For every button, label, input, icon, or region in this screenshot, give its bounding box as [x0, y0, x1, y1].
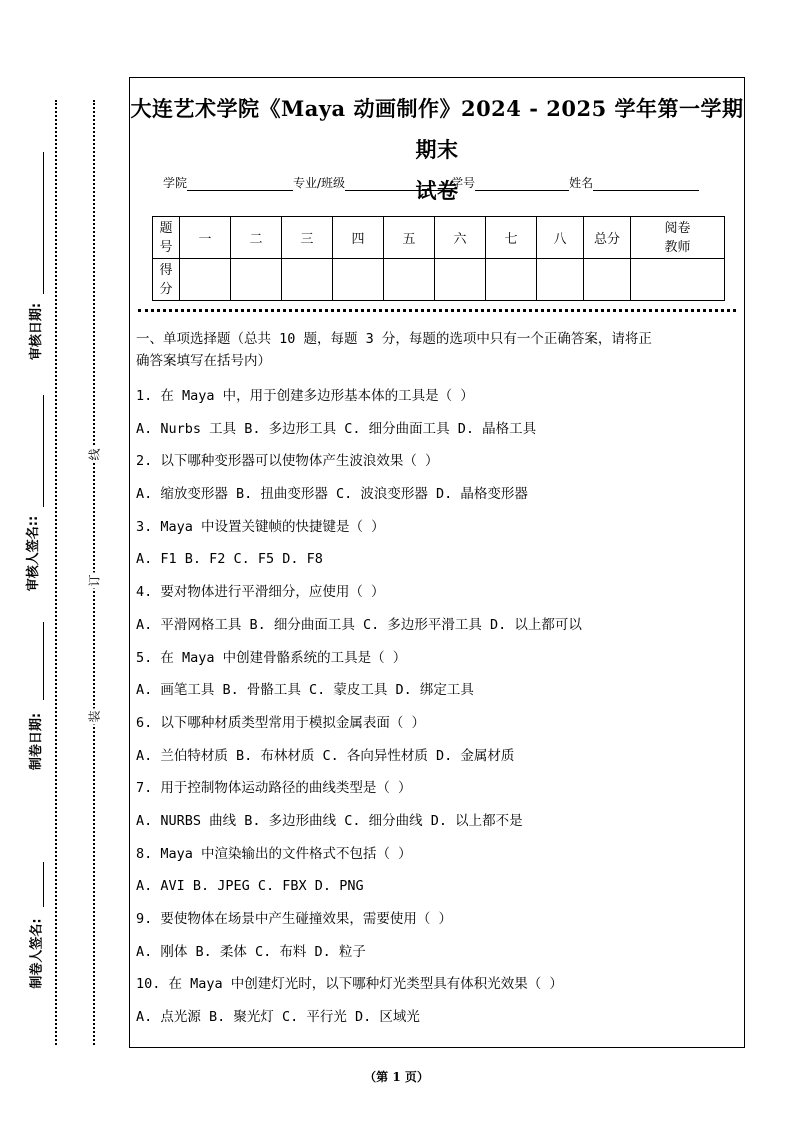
score-table-header-row: [153, 217, 725, 259]
reviewer-teacher-cell[interactable]: [631, 259, 725, 301]
question-options: A. F1 B. F2 C. F5 D. F8: [136, 551, 323, 568]
question-text: 10. 在 Maya 中创建灯光时，以下哪种灯光类型具有体积光效果（ ）: [136, 976, 563, 993]
score-cell[interactable]: [584, 259, 631, 301]
score-cell[interactable]: [537, 259, 584, 301]
exam-title: [130, 88, 744, 211]
question-text: 8. Maya 中渲染输出的文件格式不包括（ ）: [136, 845, 412, 862]
question-options: A. 缩放变形器 B. 扭曲变形器 C. 波浪变形器 D. 晶格变形器: [136, 486, 528, 503]
score-column-header: 总分: [584, 217, 631, 259]
score-cell[interactable]: [435, 259, 486, 301]
question-text: 6. 以下哪种材质类型常用于模拟金属表面（ ）: [136, 714, 426, 731]
question-options: A. Nurbs 工具 B. 多边形工具 C. 细分曲面工具 D. 晶格工具: [136, 420, 537, 437]
score-row-label: 得 分: [153, 259, 180, 301]
major-class-field[interactable]: [345, 176, 451, 191]
major-class-label: 专业/班级: [293, 176, 346, 190]
question-text: 2. 以下哪种变形器可以使物体产生波浪效果（ ）: [136, 453, 439, 470]
score-table: [152, 216, 725, 301]
score-column-header: 一: [180, 217, 231, 259]
question-text: 5. 在 Maya 中创建骨骼系统的工具是（ ）: [136, 649, 407, 666]
name-label: 姓名: [569, 176, 594, 190]
question-options: A. 画笔工具 B. 骨骼工具 C. 蒙皮工具 D. 绑定工具: [136, 682, 474, 699]
question-options: A. 刚体 B. 柔体 C. 布料 D. 粒子: [136, 943, 366, 960]
binding-char-ding: 订: [87, 574, 102, 587]
section-heading: 一、单项选择题（总共 10 题，每题 3 分，每题的选项中只有一个正确答案，请将正 确答案填写在括号内）: [136, 331, 652, 369]
score-column-header: 二: [231, 217, 282, 259]
score-column-header: 八: [537, 217, 584, 259]
reviewer-date-line: [43, 152, 44, 294]
question-text: 3. Maya 中设置关键帧的快捷键是（ ）: [136, 518, 385, 535]
question-options: A. NURBS 曲线 B. 多边形曲线 C. 细分曲线 D. 以上都不是: [136, 812, 523, 829]
exam-title-line2: 试卷: [415, 178, 459, 203]
page-number: （第 1 页）: [364, 1070, 429, 1084]
question-text: 4. 要对物体进行平滑细分，应使用（ ）: [136, 584, 385, 601]
score-column-header: 五: [384, 217, 435, 259]
maker-sign-label: 制卷人签名:: [29, 918, 45, 989]
score-column-header: 七: [486, 217, 537, 259]
binding-dotted-line-outer: [55, 100, 57, 1045]
college-field[interactable]: [187, 176, 293, 191]
student-id-field[interactable]: [475, 176, 569, 191]
score-cell[interactable]: [282, 259, 333, 301]
question-section: [136, 328, 740, 1034]
score-cell[interactable]: [486, 259, 537, 301]
score-cell[interactable]: [231, 259, 282, 301]
reviewer-sign-line: [43, 395, 44, 507]
maker-date-line: [43, 622, 44, 700]
question-options: A. 兰伯特材质 B. 布林材质 C. 各向异性材质 D. 金属材质: [136, 747, 515, 764]
reviewer-teacher-header: 阅卷 教师: [631, 217, 725, 259]
score-cell[interactable]: [333, 259, 384, 301]
name-field[interactable]: [593, 176, 699, 191]
exam-frame: [129, 77, 745, 1048]
maker-sign-line: [43, 862, 44, 907]
question-text: 1. 在 Maya 中，用于创建多边形基本体的工具是（ ）: [136, 388, 474, 404]
question-number-label: 题 号: [153, 217, 180, 259]
score-cell[interactable]: [384, 259, 435, 301]
student-info-row: [163, 174, 699, 191]
reviewer-sign-label: 审核人签名::: [26, 515, 42, 592]
header-separator: [138, 309, 736, 312]
binding-char-zhuang: 装: [87, 710, 102, 723]
student-id-label: 学号: [451, 176, 476, 190]
question-options: A. 点光源 B. 聚光灯 C. 平行光 D. 区域光: [136, 1009, 420, 1026]
score-column-header: 六: [435, 217, 486, 259]
score-column-header: 三: [282, 217, 333, 259]
maker-date-label: 制卷日期:: [29, 712, 45, 771]
score-table-score-row: [153, 259, 725, 301]
reviewer-date-label: 审核日期:: [29, 302, 45, 361]
question-options: A. 平滑网格工具 B. 细分曲面工具 C. 多边形平滑工具 D. 以上都可以: [136, 616, 582, 633]
college-label: 学院: [163, 176, 188, 190]
question-options: A. AVI B. JPEG C. FBX D. PNG: [136, 878, 364, 895]
question-text: 9. 要使物体在场景中产生碰撞效果，需要使用（ ）: [136, 911, 453, 927]
binding-char-line: 线: [87, 448, 102, 461]
exam-title-line1: 大连艺术学院《Maya 动画制作》2024 - 2025 学年第一学期期末: [130, 96, 744, 162]
score-cell[interactable]: [180, 259, 231, 301]
score-column-header: 四: [333, 217, 384, 259]
question-text: 7. 用于控制物体运动路径的曲线类型是（ ）: [136, 780, 412, 797]
